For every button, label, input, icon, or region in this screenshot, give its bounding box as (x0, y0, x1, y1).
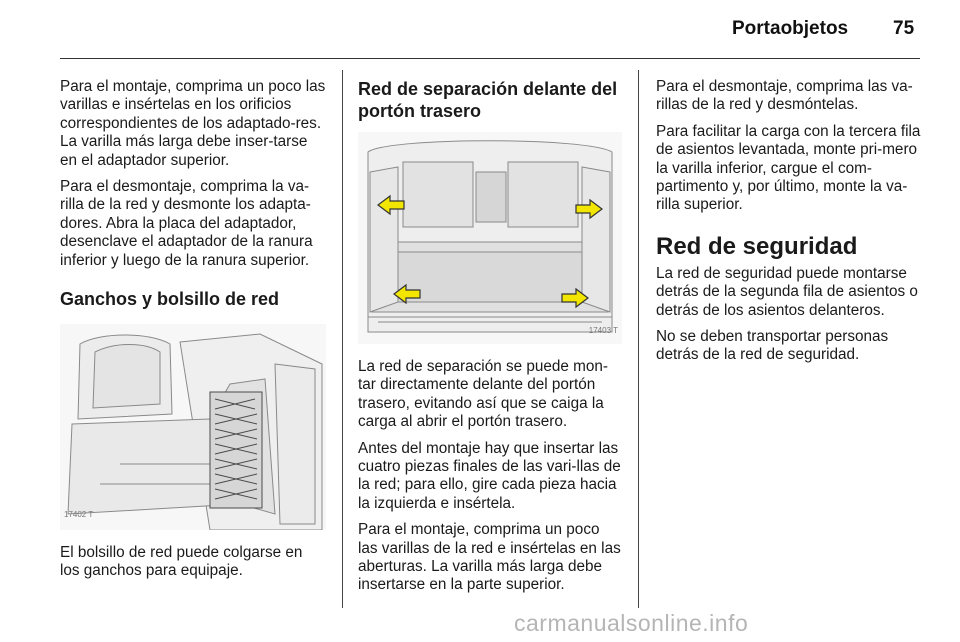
separation-net-illustration (358, 132, 622, 344)
paragraph: La red de separación se puede mon-tar directamente delante del portón trasero, evitando así que se caiga la carga al abrir el portón trasero. (358, 358, 609, 431)
paragraph: La red de seguridad puede montarse detrás de la segunda fila de asientos o detrás de los asientos delanteros. (656, 264, 918, 319)
column-divider (342, 70, 343, 608)
net-pocket-drawing (60, 324, 326, 530)
figure-code: 17403 T (588, 325, 618, 335)
paragraph: Para el montaje, comprima un poco las varillas e insértelas en los orificios correspondientes de los adaptado-res. La varilla más larga debe inser-tarse en el adaptador superior. (60, 78, 326, 169)
page-number: 75 (893, 18, 915, 39)
paragraph: Para el montaje, comprima un poco las varillas de la red e insértelas en las aberturas. La varilla más larga debe insertarse en la parte superior. (358, 521, 621, 594)
watermark: carmanualsonline.info (514, 610, 749, 636)
column-divider (638, 70, 639, 608)
section-heading: Red de separación delante del portón trasero (358, 79, 618, 121)
paragraph: Para facilitar la carga con la tercera fila de asientos levantada, monte pri-mero la varilla inferior, cargue el com-partimento y, por último, monte la va-rilla superior. (656, 122, 921, 214)
column-1 (60, 78, 326, 589)
figure-caption: El bolsillo de red puede colgarse en los ganchos para equipaje. (60, 544, 303, 580)
paragraph: Para el desmontaje, comprima las va-rillas de la red y desmóntelas. (656, 78, 913, 114)
figure-code: 17402 T (64, 509, 94, 519)
column-3 (656, 78, 922, 373)
separation-net-drawing (358, 132, 622, 344)
paragraph: Antes del montaje hay que insertar las cuatro piezas finales de las vari-llas de la red; para ello, gire cada pieza hacia la izquierda e insértela. (358, 439, 621, 512)
paragraph: Para el desmontaje, comprima la va-rilla de la red y desmonte los adapta-dores. Abra la placa del adaptador, desenclave el adaptador de la ranura inferior y luego de la ranura superior. (60, 178, 313, 269)
section-heading: Red de seguridad (656, 232, 858, 260)
section-heading: Ganchos y bolsillo de red (60, 289, 280, 310)
net-pocket-illustration (60, 324, 326, 530)
header-rule (60, 58, 920, 59)
column-2 (358, 78, 622, 603)
page-title: Portaobjetos (732, 18, 849, 39)
paragraph: No se deben transportar personas detrás de la red de seguridad. (656, 328, 889, 364)
